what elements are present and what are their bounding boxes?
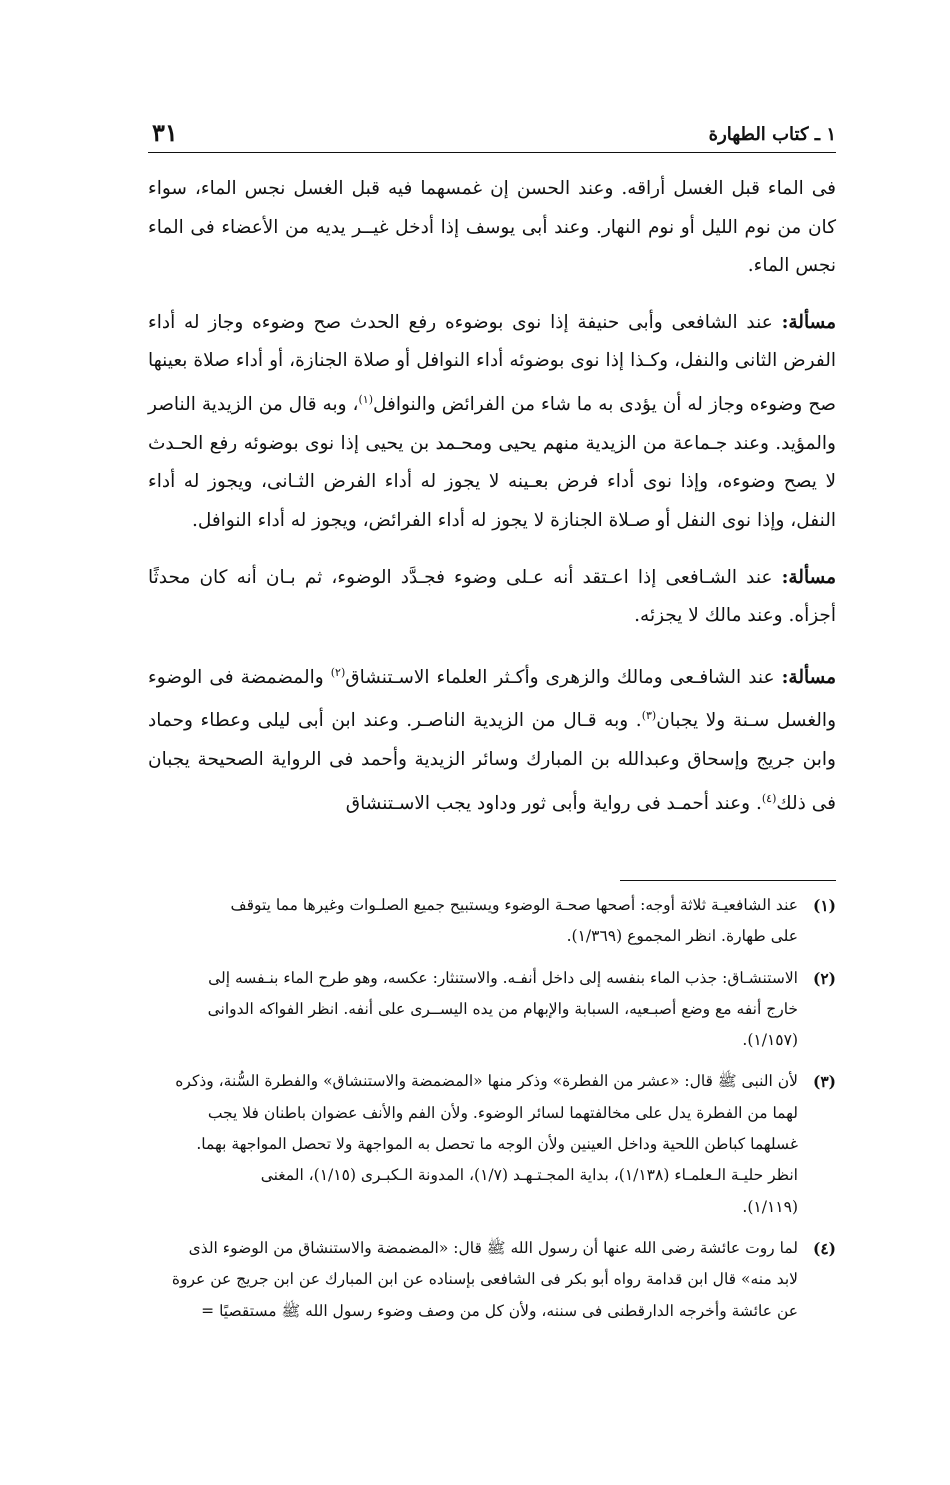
footnote-line: (١/١٥٧). (742, 1031, 798, 1050)
footnote-line: لأن النبى ﷺ قال: «عشر من الفطرة» وذكر منها «المضمضة والاستنشاق» والفطرة السُّنة، وذكره (175, 1072, 798, 1091)
paragraph-4-text-b: والمضمضة فى الوضوء والغسل سـنة ولا يجبان (148, 666, 837, 732)
main-text (148, 170, 836, 842)
paragraph-4 (148, 654, 836, 824)
paragraph-4-text-c: . وبه قـال من الزيدية الناصـر. وعند ابن أبى ليلى وعطاء وحماد وابن جريج وإسحاق وعبدالله بن المبارك وسائر الزيدية وأحمد فى الرواية الصحيحة يجبان فى ذلك (148, 710, 836, 814)
footnote-text (148, 1233, 798, 1327)
footnote-line: خارج أنفه مع وضع أصبـعيه، السبابة والإبهام من يده اليســرى على أنفه. انظر الفواكه الدوانى (207, 999, 798, 1018)
footnote-1 (148, 890, 836, 953)
footnote-2 (148, 963, 836, 1057)
paragraph-1: فى الماء قبل الغسل أراقه. وعند الحسن إن غمسهما فيه قبل الغسل نجس الماء، سواء كان من نوم الليل أو نوم النهار. وعند أبى يوسف إذا أدخل غيــر يديه من الأعضاء فى الماء نجس الماء. (148, 178, 836, 277)
masala-label: مسألة: (781, 666, 837, 688)
footnote-line: (١/١١٩). (742, 1197, 798, 1216)
footnotes (148, 890, 836, 1337)
page-header (148, 110, 836, 153)
footnote-divider (620, 880, 836, 881)
footnote-number: (٤) (812, 1238, 836, 1258)
footnote-line: غسلهما كباطن اللحية وداخل العينين ولأن الوجه ما تحصل به المواجهة ولا تحصل المواجهة بهما. (196, 1135, 798, 1154)
footnote-number: (٣) (812, 1072, 836, 1092)
paragraph-4-text-a: عند الشافـعى ومالك والزهرى وأكـثر العلماء الاسـتنشاق (345, 666, 782, 688)
paragraph-2 (148, 304, 836, 541)
paragraph-3-text: عند الشـافعى إذا اعـتقد أنه عـلى وضوء فجـدَّد الوضوء، ثم بـان أنه كان محدثًا أجزأه. وعند مالك لا يجزئه. (148, 566, 836, 627)
footnote-number: (٢) (812, 968, 836, 988)
chapter-title: ١ ـ كتاب الطهارة (708, 124, 836, 145)
footnote-line: عن عائشة وأخرجه الدارقطنى فى سننه، ولأن كل من وصف وضوء رسول الله ﷺ مستقصيًا = (201, 1301, 798, 1320)
footnote-3 (148, 1066, 836, 1222)
footnote-number: (١) (812, 896, 836, 915)
paragraph-2-text-b: ، وبه قال من الزيدية الناصر والمؤيد. وعند جـماعة من الزيدية منهم يحيى ومحـمد بن يحيى إذا نوى بوضوئه رفع الحـدث لا يصح وضوءه، وإذا نوى أداء فرض بعـينه لا يجوز له أداء الفرض الثـانى، ويجوز له أداء النفل، وإذا نوى النفل أو صـلاة الجنازة لا يجوز له أداء الفرائض، ويجوز له أداء النوافل. (148, 394, 836, 531)
footnote-text (148, 963, 798, 1057)
footnote-line: لابد منه» قال ابن قدامة رواه أبو بكر فى الشافعى بإسناده عن ابن المبارك عن ابن جريج عن عروة (171, 1270, 798, 1289)
footnote-ref-2[interactable]: (٢) (330, 665, 346, 679)
paragraph-2-text-a: عند الشافعى وأبى حنيفة إذا نوى بوضوءه رفع الحدث صح وضوءه وجاز له أداء الفرض الثانى والنفل، وكـذا إذا نوى بوضوئه أداء النوافل أو صلاة الجنازة، أو أداء صلاة بعينها صح وضوءه وجاز له أن يؤدى به ما شاء من الفرائض والنوافل (148, 311, 836, 416)
page-number: ٣١ (152, 118, 178, 147)
footnote-line: على طهارة. انظر المجموع (١/٣٦٩). (566, 927, 798, 946)
paragraph-3 (148, 559, 836, 636)
footnote-line: انظر حليـة الـعلمـاء (١/١٣٨)، بداية المجـتـهـد (١/٧)، المدونة الـكبـرى (١/١٥)، المغنى (260, 1166, 798, 1185)
footnote-text (148, 1066, 798, 1222)
footnote-ref-4[interactable]: (٤) (761, 791, 777, 805)
footnote-ref-1[interactable]: (١) (358, 392, 373, 406)
footnote-line: الاستنشـاق: جذب الماء بنفسه إلى داخل أنفـه. والاستنثار: عكسه، وهو طرح الماء بنـفسه إلى (208, 968, 798, 987)
footnote-ref-3[interactable]: (٣) (641, 709, 657, 723)
paragraph-4-text-d: . وعند أحمـد فى رواية وأبى ثور وداود يجب الاسـتنشاق (345, 792, 762, 814)
footnote-line: لما روت عائشة رضى الله عنها أن رسول الله ﷺ قال: «المضمضة والاستنشاق من الوضوء الذى (188, 1238, 798, 1257)
masala-label: مسألة: (781, 311, 836, 333)
footnote-4 (148, 1233, 836, 1327)
footnote-line: لهما من الفطرة يدل على مخالفتهما لسائر الوضوء. ولأن الفم والأنف عضوان باطنان فلا يجب (207, 1103, 798, 1122)
masala-label: مسألة: (781, 566, 836, 588)
footnote-line: عند الشافعيـة ثلاثة أوجه: أصحها صحـة الوضوء ويستبيح جميع الصلـوات وغيرها مما يتوقف (230, 896, 798, 914)
footnote-text (148, 890, 798, 953)
